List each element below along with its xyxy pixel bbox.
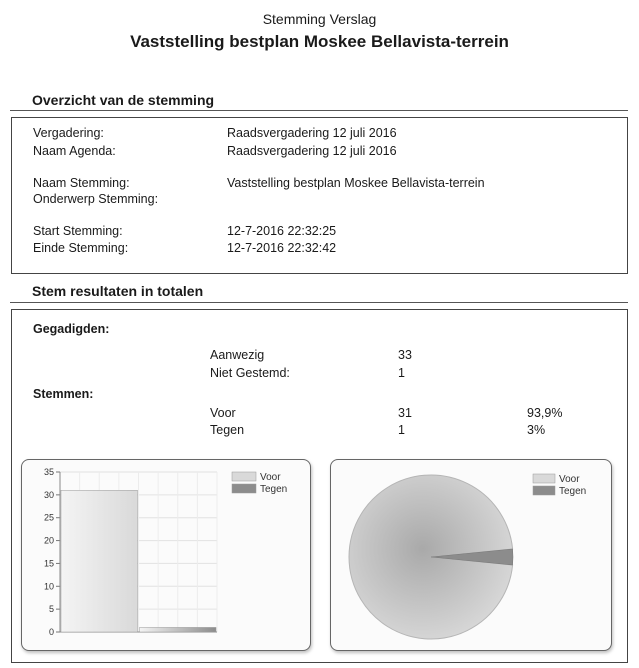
legend-label-tegen: Tegen — [559, 486, 587, 497]
y-tick-label: 10 — [43, 581, 54, 592]
vergadering-value: Raadsvergadering 12 juli 2016 — [227, 126, 397, 140]
document-type: Stemming Verslag — [262, 11, 377, 27]
voor-percentage: 93,9% — [527, 406, 563, 420]
pie-chart-panel — [330, 459, 612, 651]
overview-rule — [10, 110, 628, 111]
einde-stemming-value: 12-7-2016 22:32:42 — [227, 241, 337, 255]
y-tick-label: 5 — [48, 604, 54, 615]
tegen-percentage: 3% — [527, 423, 546, 437]
naam-stemming-label: Naam Stemming: — [33, 176, 130, 190]
overview-section-title: Overzicht van de stemming — [32, 92, 215, 108]
legend-swatch-voor — [533, 474, 555, 483]
y-tick-label: 0 — [48, 627, 54, 637]
naam-agenda-label: Naam Agenda: — [33, 144, 116, 158]
aanwezig-value: 33 — [398, 348, 412, 362]
bar-tegen — [140, 627, 217, 632]
onderwerp-stemming-label: Onderwerp Stemming: — [33, 192, 159, 206]
naam-agenda-value: Raadsvergadering 12 juli 2016 — [227, 144, 397, 158]
legend-swatch-tegen — [533, 486, 555, 495]
tegen-label: Tegen — [210, 423, 245, 437]
legend-label-voor: Voor — [559, 474, 580, 485]
start-stemming-value: 12-7-2016 22:32:25 — [227, 224, 337, 238]
bar-voor — [61, 490, 138, 632]
y-tick-label: 35 — [43, 467, 54, 477]
einde-stemming-label: Einde Stemming: — [33, 241, 129, 255]
gegadigden-title: Gegadigden: — [33, 322, 110, 336]
naam-stemming-value: Vaststelling bestplan Moskee Bellavista-terrein — [227, 176, 485, 190]
overview-box — [11, 117, 628, 274]
pie-chart — [331, 460, 611, 650]
tegen-value: 1 — [398, 423, 405, 437]
niet-gestemd-label: Niet Gestemd: — [210, 366, 290, 380]
results-rule — [10, 302, 628, 303]
y-tick-label: 25 — [43, 512, 54, 523]
results-section-title: Stem resultaten in totalen — [32, 283, 204, 299]
start-stemming-label: Start Stemming: — [33, 224, 123, 238]
niet-gestemd-value: 1 — [398, 366, 405, 380]
legend-label-tegen: Tegen — [260, 484, 288, 495]
voor-value: 31 — [398, 406, 412, 420]
y-tick-label: 30 — [43, 489, 54, 500]
document-title: Vaststelling bestplan Moskee Bellavista-terrein — [130, 32, 509, 51]
voor-label: Voor — [210, 406, 236, 420]
legend-swatch-tegen — [232, 484, 256, 493]
bar-chart-panel — [21, 459, 311, 651]
vergadering-label: Vergadering: — [33, 126, 104, 140]
y-tick-label: 20 — [43, 535, 54, 546]
legend-label-voor: Voor — [260, 472, 281, 483]
legend-swatch-voor — [232, 472, 256, 481]
bar-chart — [22, 460, 310, 650]
stemmen-title: Stemmen: — [33, 387, 94, 401]
y-tick-label: 15 — [43, 558, 54, 569]
aanwezig-label: Aanwezig — [210, 348, 265, 362]
